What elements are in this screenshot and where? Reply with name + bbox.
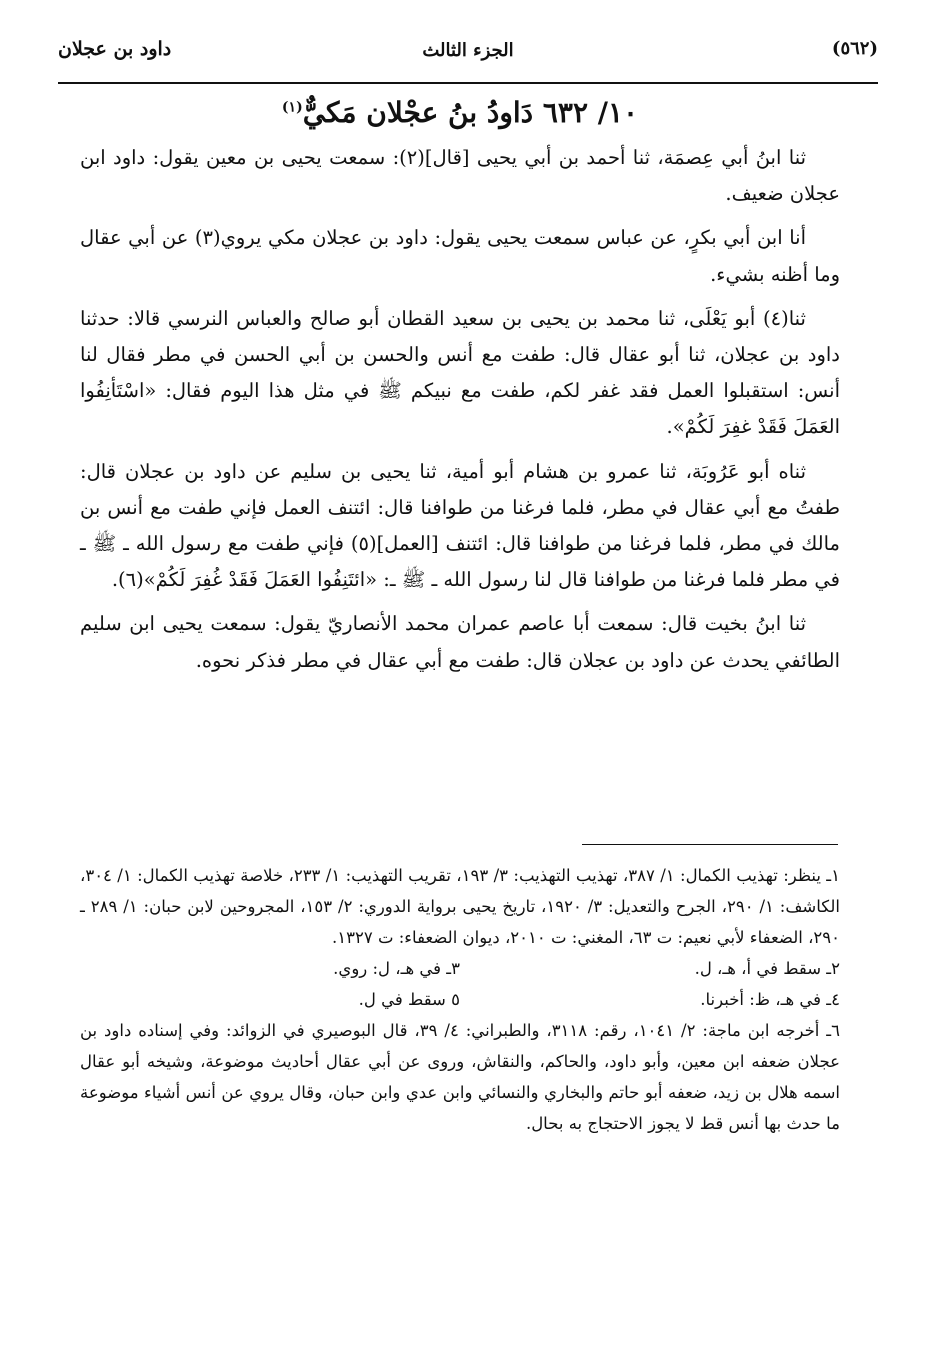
page-number: (٥٦٢) [831, 38, 878, 59]
paragraph: ثناه أبو عَرُوبَة، ثنا عمرو بن هشام أبو أمية، ثنا يحيى بن سليم عن داود بن عجلان قال: طفتُ مع أبي عقال في مطر، فلما فرغنا من طوافنا قال: ائتنف العمل فإني طفت مع أنس بن مالك في مطر، فلما فرغنا من طوافنا قال: ائتنف [العمل](٥) فإني طفت مع رسول الله ـ ﷺ ـ في مطر فلما فرغنا من طوافنا قال لنا رسول الله ـ ﷺ ـ: «ائتَنِفُوا العَمَلَ فَقَدْ غُفِرَ لَكُمْ»(٦). [80, 459, 841, 592]
paragraph: أنا ابن أبي بكرٍ، عن عباس سمعت يحيى يقول: داود بن عجلان مكي يروي(٣) عن أبي عقال وما أظنه بشيء. [80, 226, 840, 286]
footnote-5: ٥ سقط في ل. [358, 990, 460, 1009]
entry-title [80, 96, 840, 129]
footnote-2: ٢ـ سقط في أ، هـ، ل. [694, 959, 840, 978]
footnote-row [80, 953, 840, 984]
footnote-row [80, 984, 840, 1015]
footnote-6: ٦ـ أخرجه ابن ماجة: ٢/ ١٠٤١، رقم: ٣١١٨، والطبراني: ٤/ ٣٩، قال البوصيري في الزوائد: وفي إسناده داود بن عجلان ضعفه ابن معين، وأبو داود، والحاكم، والنقاش، وروى عن أبي عقال أحاديث موضوعة، وشيخه أبو عقال اسمه هلال بن زيد، ضعفه أبو حاتم والبخاري والنسائي وابن عدي وابن حبان، وقال يروي عن أنس أشياء موضوعة ما حدث بها أنس قط لا يجوز الاحتجاج به بحال. [80, 1021, 840, 1133]
entry-title-text: ١٠/ ٦٣٢ دَاودُ بنُ عجْلان مَكيٌّ [302, 96, 639, 129]
footnotes [80, 860, 840, 1139]
running-title: داود بن عجلان [58, 38, 172, 60]
paragraph: ثنا ابنُ أبي عِصمَة، ثنا أحمد بن أبي يحيى [قال](٢): سمعت يحيى بن معين يقول: داود ابن عجلان ضعيف. [80, 146, 840, 206]
paragraph: ثنا(٤) أبو يَعْلَى، ثنا محمد بن يحيى بن سعيد القطان أبو صالح والعباس النرسي قالا: حدثنا داود بن عجلان، ثنا أبو عقال قال: طفت مع أنس والحسن بن أبي الحسن في مطر فقال لنا أنس: استقبلوا العمل فقد غفر لكم، طفت مع نبيكم ﷺ في مثل هذا اليوم فقال: «اسْتَأنِفُوا العَمَلَ فَقَدْ غفِرَ لَكُمْ». [80, 306, 840, 439]
footnote-1: ١ـ ينظر: تهذيب الكمال: ١/ ٣٨٧، تهذيب التهذيب: ٣/ ١٩٣، تقريب التهذيب: ١/ ٢٣٣، خلاصة تهذيب الكمال: ١/ ٣٠٤، الكاشف: ١/ ٢٩٠، الجرح والتعديل: ٣/ ١٩٢٠، تاريخ يحيى برواية الدوري: ٢/ ١٥٣، المجروحين لابن حبان: ١/ ٢٨٩ ـ ٢٩٠، الضعفاء لأبي نعيم: ت ٦٣، المغني: ت ٢٠١٠، ديوان الضعفاء: ت ١٣٢٧. [80, 866, 841, 947]
main-text [80, 140, 840, 687]
footnote-3: ٣ـ في هـ، ل: روي. [333, 959, 460, 978]
page-header [58, 34, 878, 84]
paragraph: ثنا ابنُ بخيت قال: سمعت أبا عاصم عمران محمد الأنصاريّ يقول: سمعت يحيى ابن سليم الطائفي يحدث عن داود بن عجلان قال: طفت مع أبي عقال في مطر فذكر نحوه. [80, 612, 840, 672]
footnote-4: ٤ـ في هـ، ظ: أخبرنا. [700, 990, 840, 1009]
volume-title: الجزء الثالث [422, 40, 514, 61]
footnote-divider [582, 844, 838, 845]
entry-title-footnote-ref: (١) [281, 99, 303, 116]
